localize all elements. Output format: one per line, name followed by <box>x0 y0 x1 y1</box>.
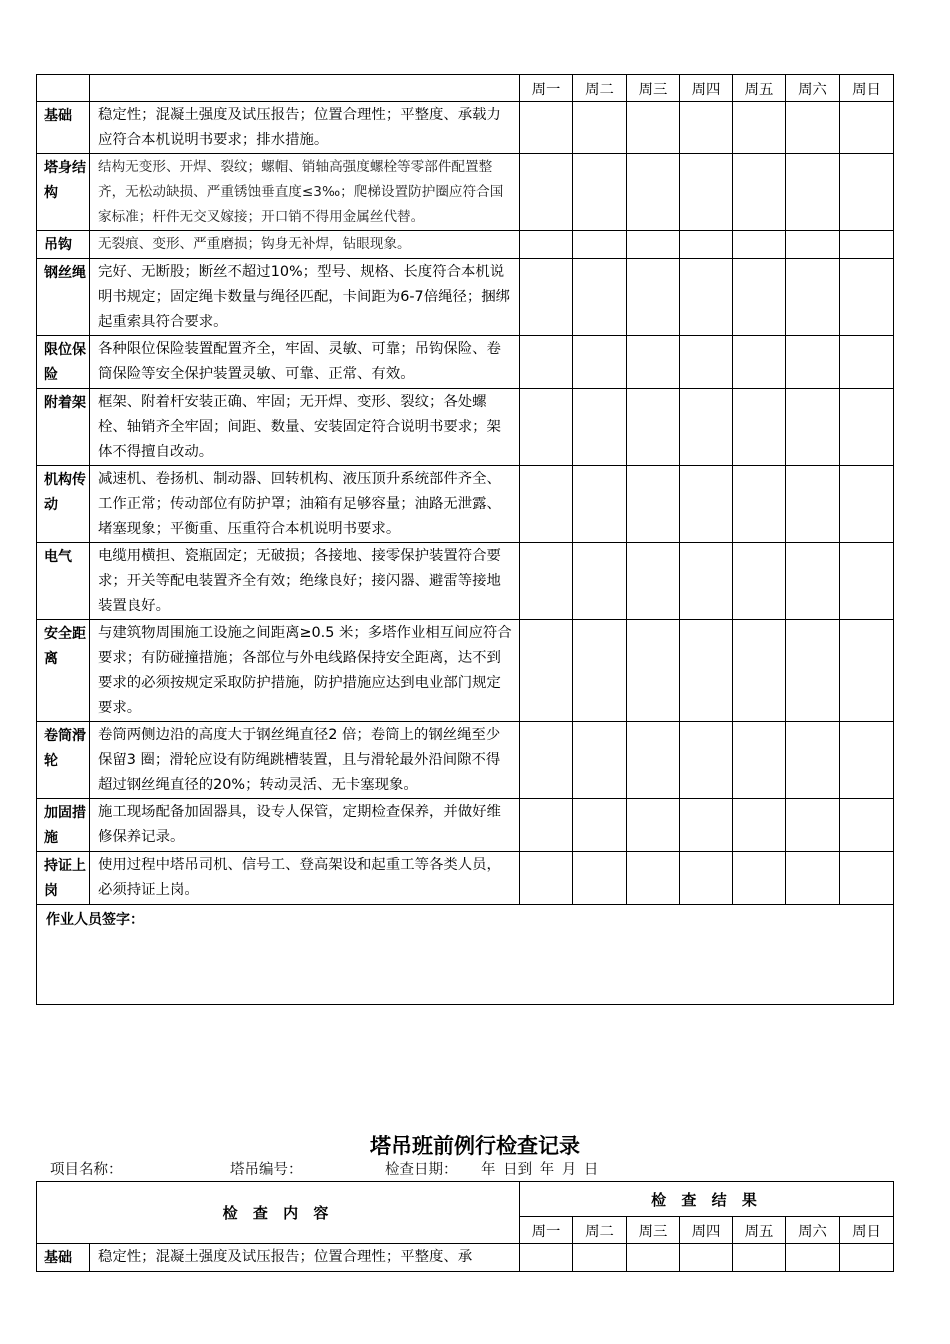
check-cell[interactable] <box>573 231 627 259</box>
row-category: 钢丝绳 <box>37 259 90 336</box>
check-cell[interactable] <box>840 102 894 154</box>
day-header: 周三 <box>627 75 680 102</box>
row-content: 稳定性；混凝土强度及试压报告；位置合理性；平整度、承 <box>90 1244 520 1272</box>
check-cell[interactable] <box>840 620 894 722</box>
day-header: 周四 <box>680 75 733 102</box>
check-cell[interactable] <box>627 466 680 543</box>
check-cell[interactable] <box>520 154 573 231</box>
check-cell[interactable] <box>786 620 840 722</box>
day-header: 周三 <box>627 1217 680 1244</box>
check-cell[interactable] <box>520 852 573 905</box>
page-title: 塔吊班前例行检查记录 <box>370 1134 580 1158</box>
row-category: 持证上岗 <box>37 852 90 905</box>
check-cell[interactable] <box>680 722 733 799</box>
row-content: 电缆用横担、瓷瓶固定；无破损；各接地、接零保护装置符合要求；开关等配电装置齐全有效；绝缘良好；接闪器、避雷等接地装置良好。 <box>90 543 520 620</box>
check-cell[interactable] <box>840 543 894 620</box>
check-cell[interactable] <box>680 231 733 259</box>
check-cell[interactable] <box>733 336 786 389</box>
day-header: 周六 <box>786 1217 840 1244</box>
check-cell[interactable] <box>573 852 627 905</box>
check-cell[interactable] <box>573 466 627 543</box>
date-units: 年 日到 年 月 日 <box>481 1162 599 1178</box>
table-row <box>37 543 894 620</box>
check-cell[interactable] <box>520 336 573 389</box>
check-cell[interactable] <box>520 231 573 259</box>
table-row <box>37 620 894 722</box>
day-header: 周日 <box>840 75 894 102</box>
table-row <box>37 389 894 466</box>
check-cell[interactable] <box>573 799 627 852</box>
table-row <box>37 799 894 852</box>
check-cell[interactable] <box>573 389 627 466</box>
check-cell[interactable] <box>733 231 786 259</box>
check-cell[interactable] <box>520 102 573 154</box>
table-row <box>37 1244 894 1272</box>
check-cell[interactable] <box>680 799 733 852</box>
check-cell[interactable] <box>627 259 680 336</box>
crane-number-label: 塔吊编号： <box>230 1162 303 1178</box>
row-content: 结构无变形、开焊、裂纹；螺帽、销轴高强度螺栓等零部件配置整齐，无松动缺损、严重锈蚀垂直度≤3‰；爬梯设置防护圈应符合国家标准；杆件无交叉嫁接；开口销不得用金属丝代替。 <box>90 154 520 231</box>
check-cell[interactable] <box>573 336 627 389</box>
day-header: 周一 <box>520 1217 573 1244</box>
day-header-row <box>37 75 894 102</box>
check-cell[interactable] <box>840 466 894 543</box>
row-content: 减速机、卷扬机、制动器、回转机构、液压顶升系统部件齐全、工作正常；传动部位有防护罩；油箱有足够容量；油路无泄露、堵塞现象；平衡重、压重符合本机说明书要求。 <box>90 466 520 543</box>
row-content: 无裂痕、变形、严重磨损；钩身无补焊，钻眼现象。 <box>90 231 520 259</box>
check-cell[interactable] <box>786 154 840 231</box>
row-content: 各种限位保险装置配置齐全，牢固、灵敏、可靠；吊钩保险、卷筒保险等安全保护装置灵敏、可靠、正常、有效。 <box>90 336 520 389</box>
check-cell[interactable] <box>627 722 680 799</box>
check-cell[interactable] <box>520 1244 573 1272</box>
row-content: 稳定性；混凝土强度及试压报告；位置合理性；平整度、承载力应符合本机说明书要求；排水措施。 <box>90 102 520 154</box>
day-header: 周五 <box>733 1217 786 1244</box>
day-header: 周二 <box>573 1217 627 1244</box>
check-cell[interactable] <box>786 1244 840 1272</box>
check-cell[interactable] <box>680 620 733 722</box>
check-cell[interactable] <box>627 852 680 905</box>
row-content: 使用过程中塔吊司机、信号工、登高架设和起重工等各类人员，必须持证上岗。 <box>90 852 520 905</box>
check-cell[interactable] <box>627 389 680 466</box>
check-cell[interactable] <box>627 1244 680 1272</box>
signature-label: 作业人员签字： <box>37 905 894 1005</box>
inspection-table <box>36 74 894 1005</box>
check-cell[interactable] <box>573 722 627 799</box>
check-cell[interactable] <box>733 466 786 543</box>
table-row <box>37 336 894 389</box>
check-cell[interactable] <box>786 543 840 620</box>
check-cell[interactable] <box>573 102 627 154</box>
row-category: 附着架 <box>37 389 90 466</box>
day-header: 周二 <box>573 75 627 102</box>
check-cell[interactable] <box>733 389 786 466</box>
inspection-date-label: 检查日期： <box>385 1162 458 1178</box>
check-cell[interactable] <box>680 389 733 466</box>
check-cell[interactable] <box>520 620 573 722</box>
row-category: 基础 <box>37 1244 90 1272</box>
table-row <box>37 259 894 336</box>
check-cell[interactable] <box>786 336 840 389</box>
check-cell[interactable] <box>840 389 894 466</box>
row-content: 完好、无断股；断丝不超过10%；型号、规格、长度符合本机说明书规定；固定绳卡数量与绳径匹配，卡间距为6-7倍绳径；捆绑起重索具符合要求。 <box>90 259 520 336</box>
project-name-label: 项目名称： <box>50 1162 123 1178</box>
check-cell[interactable] <box>840 259 894 336</box>
check-cell[interactable] <box>840 336 894 389</box>
check-cell[interactable] <box>627 543 680 620</box>
check-cell[interactable] <box>786 389 840 466</box>
check-cell[interactable] <box>680 102 733 154</box>
row-content: 施工现场配备加固器具，设专人保管，定期检查保养，并做好维修保养记录。 <box>90 799 520 852</box>
inspection-table-page2 <box>36 1181 894 1272</box>
row-content: 卷筒两侧边沿的高度大于钢丝绳直径2 倍；卷筒上的钢丝绳至少保留3 圈；滑轮应设有防绳跳槽装置，且与滑轮最外沿间隙不得超过钢丝绳直径的20%；转动灵活、无卡塞现象。 <box>90 722 520 799</box>
blank-cell <box>37 75 90 102</box>
check-cell[interactable] <box>733 722 786 799</box>
check-cell[interactable] <box>627 799 680 852</box>
check-cell[interactable] <box>573 620 627 722</box>
result-header: 检 查 结 果 <box>520 1182 894 1217</box>
row-category: 卷筒滑轮 <box>37 722 90 799</box>
check-cell[interactable] <box>840 722 894 799</box>
check-cell[interactable] <box>733 1244 786 1272</box>
check-cell[interactable] <box>520 543 573 620</box>
check-cell[interactable] <box>786 466 840 543</box>
row-content: 与建筑物周围施工设施之间距离≥0.5 米；多塔作业相互间应符合要求；有防碰撞措施；各部位与外电线路保持安全距离，达不到要求的必须按规定采取防护措施，防护措施应达到电业部门规定要求。 <box>90 620 520 722</box>
row-category: 限位保险 <box>37 336 90 389</box>
check-cell[interactable] <box>733 259 786 336</box>
blank-cell <box>90 75 520 102</box>
check-cell[interactable] <box>733 620 786 722</box>
day-header: 周四 <box>680 1217 733 1244</box>
row-category: 塔身结构 <box>37 154 90 231</box>
check-cell[interactable] <box>627 154 680 231</box>
check-cell[interactable] <box>627 231 680 259</box>
check-cell[interactable] <box>680 543 733 620</box>
check-cell[interactable] <box>786 102 840 154</box>
row-category: 安全距离 <box>37 620 90 722</box>
day-header: 周五 <box>733 75 786 102</box>
inspection-rows <box>37 102 894 905</box>
row-category: 吊钩 <box>37 231 90 259</box>
table-row <box>37 154 894 231</box>
day-header: 周日 <box>840 1217 894 1244</box>
check-cell[interactable] <box>840 799 894 852</box>
check-cell[interactable] <box>573 1244 627 1272</box>
check-cell[interactable] <box>733 799 786 852</box>
check-cell[interactable] <box>680 1244 733 1272</box>
table-row <box>37 466 894 543</box>
table-row <box>37 102 894 154</box>
table-row <box>37 852 894 905</box>
check-cell[interactable] <box>520 259 573 336</box>
check-cell[interactable] <box>680 259 733 336</box>
check-cell[interactable] <box>520 799 573 852</box>
check-cell[interactable] <box>573 543 627 620</box>
check-cell[interactable] <box>627 102 680 154</box>
check-cell[interactable] <box>520 389 573 466</box>
check-cell[interactable] <box>680 852 733 905</box>
check-cell[interactable] <box>627 336 680 389</box>
row-category: 基础 <box>37 102 90 154</box>
check-cell[interactable] <box>520 466 573 543</box>
check-cell[interactable] <box>733 543 786 620</box>
check-cell[interactable] <box>733 154 786 231</box>
check-cell[interactable] <box>680 336 733 389</box>
signature-row <box>37 905 894 1005</box>
check-cell[interactable] <box>680 154 733 231</box>
check-cell[interactable] <box>733 852 786 905</box>
row-category: 电气 <box>37 543 90 620</box>
check-cell[interactable] <box>627 620 680 722</box>
row-category: 加固措施 <box>37 799 90 852</box>
check-cell[interactable] <box>840 231 894 259</box>
check-cell[interactable] <box>520 722 573 799</box>
check-cell[interactable] <box>786 259 840 336</box>
check-cell[interactable] <box>573 154 627 231</box>
content-header: 检 查 内 容 <box>37 1182 520 1244</box>
check-cell[interactable] <box>786 722 840 799</box>
row-category: 机构传动 <box>37 466 90 543</box>
check-cell[interactable] <box>840 154 894 231</box>
check-cell[interactable] <box>733 102 786 154</box>
check-cell[interactable] <box>840 852 894 905</box>
day-header: 周一 <box>520 75 573 102</box>
check-cell[interactable] <box>786 799 840 852</box>
check-cell[interactable] <box>840 1244 894 1272</box>
table-row <box>37 231 894 259</box>
check-cell[interactable] <box>786 852 840 905</box>
check-cell[interactable] <box>786 231 840 259</box>
day-header: 周六 <box>786 75 840 102</box>
row-content: 框架、附着杆安装正确、牢固；无开焊、变形、裂纹；各处螺栓、轴销齐全牢固；间距、数量、安装固定符合说明书要求；架体不得擅自改动。 <box>90 389 520 466</box>
table-row <box>37 722 894 799</box>
check-cell[interactable] <box>573 259 627 336</box>
check-cell[interactable] <box>680 466 733 543</box>
